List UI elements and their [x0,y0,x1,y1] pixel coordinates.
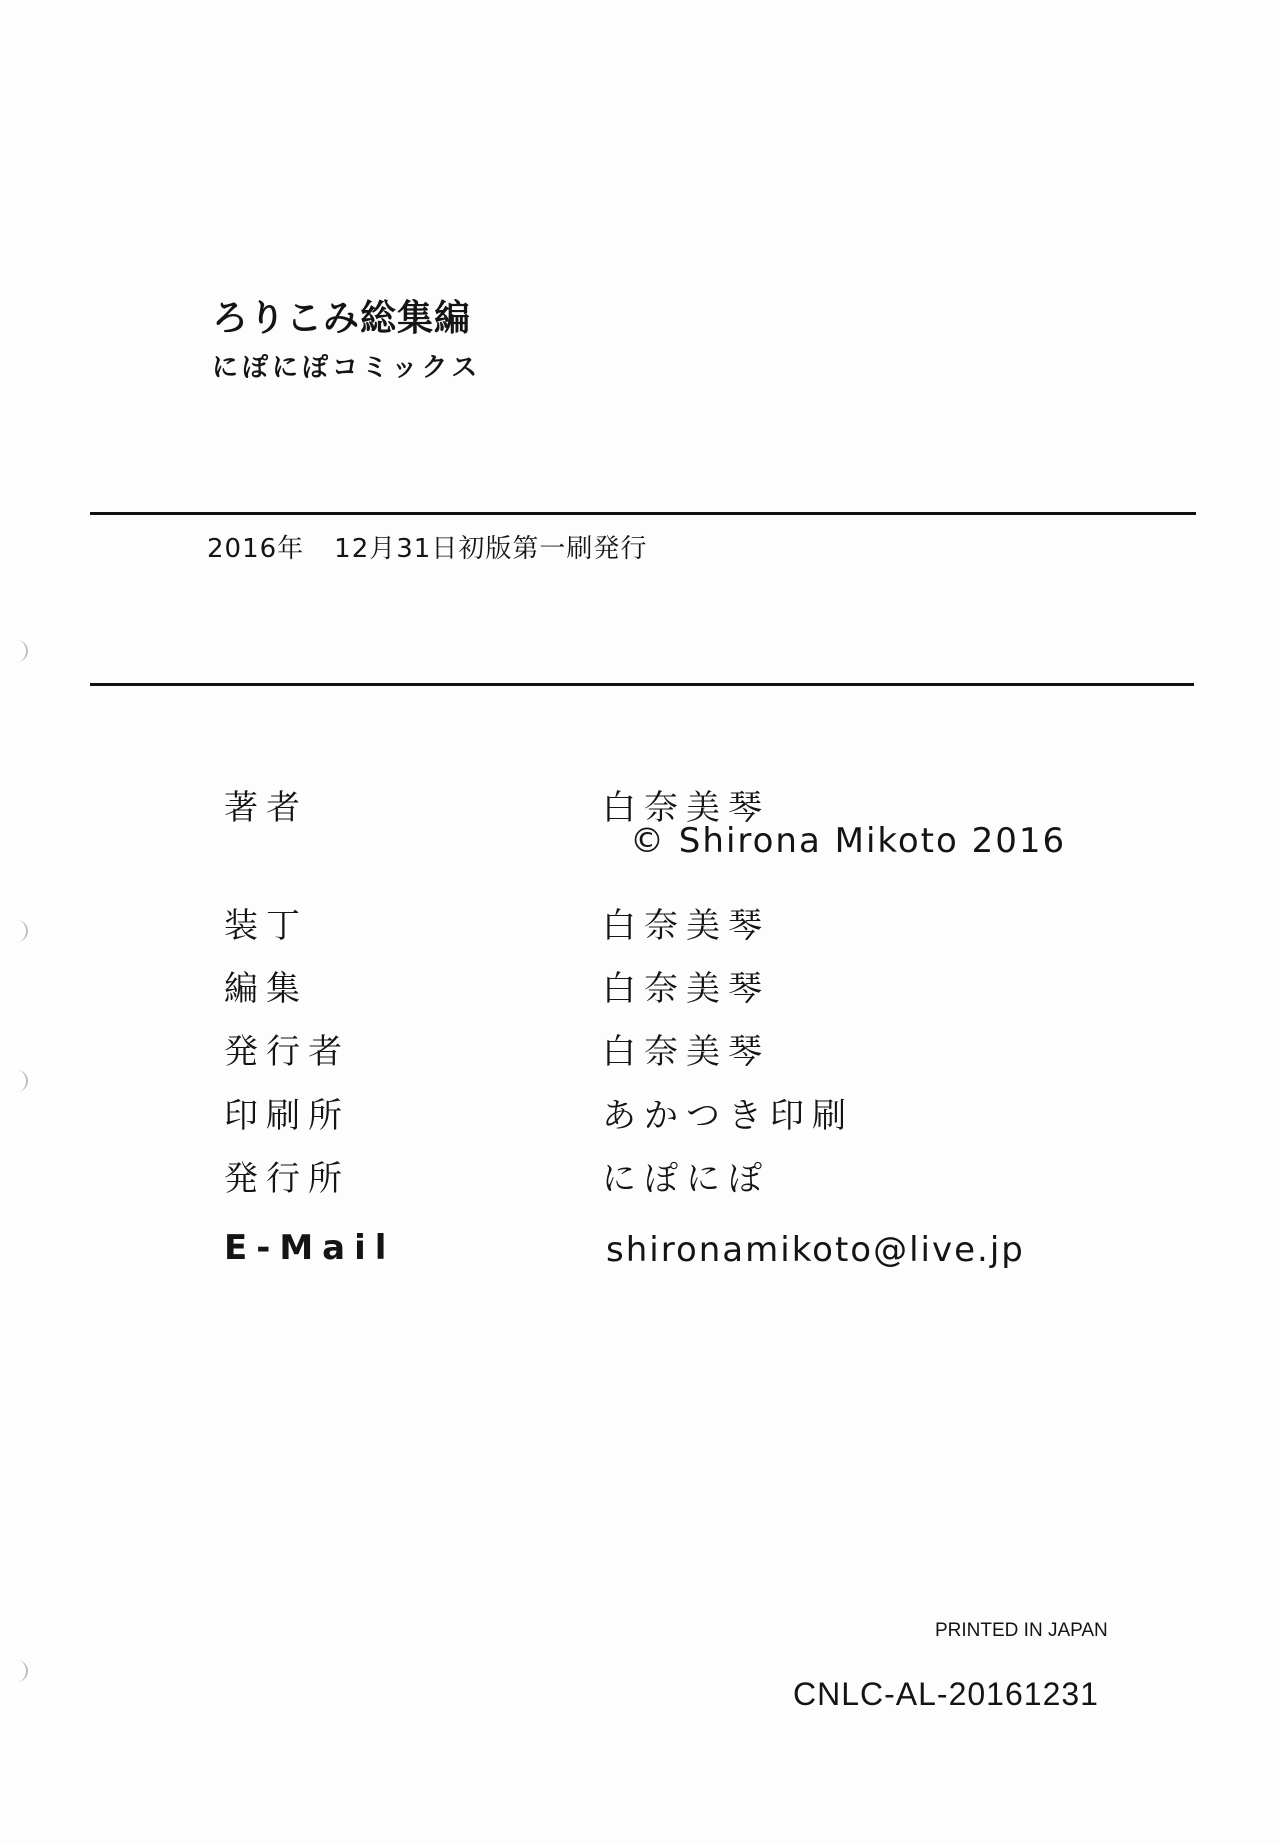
credit-label: 発行所 [224,1159,350,1199]
credit-value: あかつき印刷 [602,1096,854,1136]
publication-edition: 12月31日初版第一刷発行 [334,534,648,564]
credit-label: 著者 [224,788,308,828]
credit-label: E-Mail [224,1228,396,1268]
credit-label: 装丁 [224,906,308,946]
credit-label: 印刷所 [224,1096,350,1136]
credit-value: 白奈美琴 [602,788,770,828]
email-address: shironamikoto@live.jp [606,1230,1025,1270]
catalog-code: CNLC-AL-20161231 [793,1676,1099,1712]
credit-value: にぽにぽ [602,1159,770,1199]
publication-year: 2016年 [207,534,305,564]
copyright-line: © Shirona Mikoto 2016 [630,821,1067,861]
printed-in-japan: PRINTED IN JAPAN [935,1620,1108,1641]
series-name: にぽにぽコミックス [212,353,482,383]
credit-value: 白奈美琴 [602,969,770,1009]
credit-value: 白奈美琴 [602,906,770,946]
book-title: ろりこみ総集編 [212,298,472,339]
credit-label: 編集 [224,969,308,1009]
credit-value: 白奈美琴 [602,1032,770,1072]
credit-label: 発行者 [224,1032,350,1072]
